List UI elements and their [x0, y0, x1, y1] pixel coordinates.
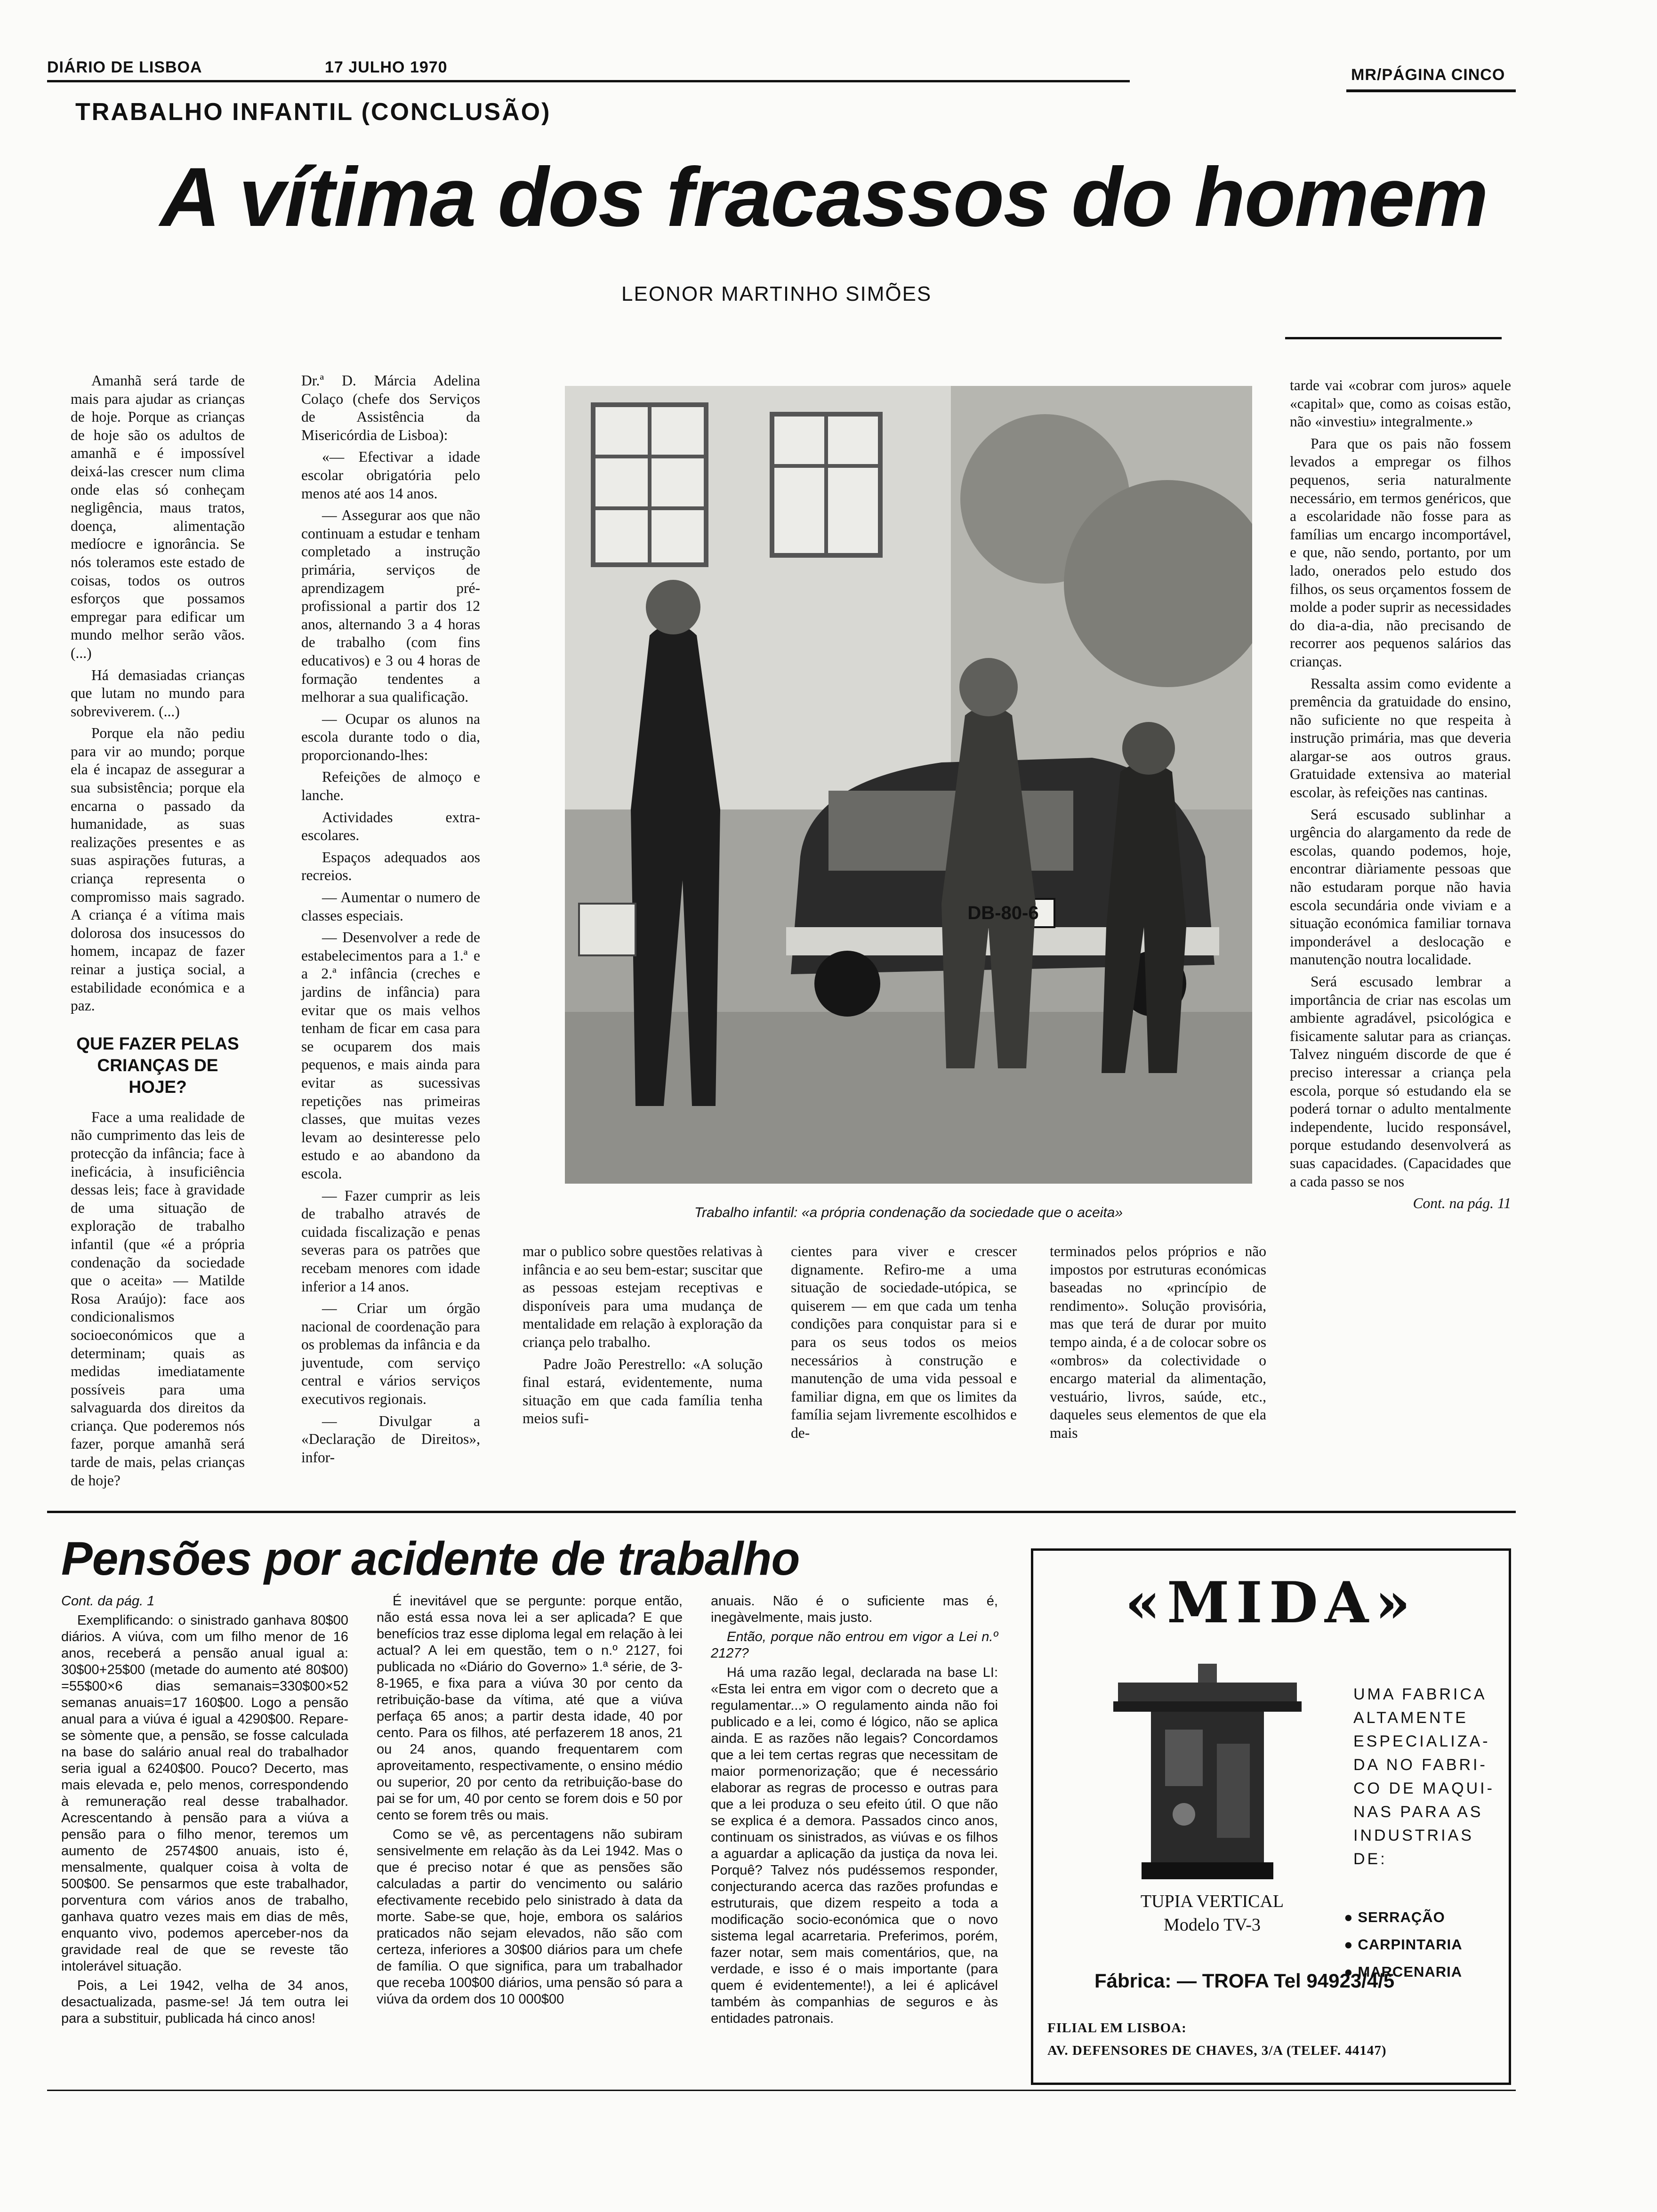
masthead-rule-right — [1346, 89, 1516, 92]
col6-paragraph: tarde vai «cobrar com juros» aquele «capital» que, como as coisas estão, não «investiu» integralmente.» — [1290, 377, 1511, 430]
ad-factory: Fábrica: — TROFA Tel 94923/4/5 — [1094, 1970, 1395, 1992]
pensions-col3-question: Então, porque não entrou em vigor a Lei n.º 2127? — [711, 1629, 998, 1661]
section-divider — [47, 1511, 1516, 1513]
ad-industry-item: ● CARPINTARIA — [1344, 1936, 1463, 1953]
article-kicker: TRABALHO INFANTIL (CONCLUSÃO) — [75, 98, 551, 126]
article-column-3 — [523, 1242, 763, 1432]
col5-paragraph: terminados pelos próprios e não impostos por estruturas económicas baseadas no «princípio de rendimento». Solução provisória, mas que terá de durar por muito tempo ainda, é a de colocar sobre os «ombros» da colectividade o encargo material da alimentação, vestuário, livros, saúde, etc., daqueles seus elementos de que ela mais — [1050, 1243, 1266, 1441]
col2-paragraph: — Divulgar a «Declaração de Direitos», infor- — [301, 1412, 480, 1466]
pensions-col3-paragraph: Há uma razão legal, declarada na base LI: «Esta lei entra em vigor com o decreto que a regulamentar...» O regulamento ainda não foi publicado e a lei, como é lógico, não se aplica ainda. E as razões não legais? Concordamos que a lei tem certas regras que necessitam de maior pormenorização; que é necessário elaborar as regras de processo e outras para que a lei produza o seu efeito útil. O que não se explica é a demora. Passados cinco anos, continuam os sinistrados, as viúvas e os filhos a aguardar a aplicação da justiça da nova lei. Porquê? Talvez nós pudéssemos responder, conjecturando acerca das razões profundas e estruturais, que dizem respeito a toda a modificação socio-económica que o novo sistema legal acarretaria. Preferimos, porém, fazer notar, sem mais comentários, que, na verdade, e isso é o mais importante (para quem é evidentemente!), a lei é aplicável também às companhias de seguros e às entidades patronais. — [711, 1665, 998, 2026]
col2-paragraph: Refeições de almoço e lanche. — [301, 769, 480, 804]
ad-side-line: ALTAMENTE — [1353, 1709, 1468, 1727]
col6-paragraph: Será escusado sublinhar a urgência do alargamento da rede de escolas, quando podemos, hoje, encontrar diàriamente pessoas que não estudaram porque não havia escola secundária onde viviam e a situação económica familiar tornava imponderável a deslocação e manutenção noutra localidade. — [1290, 806, 1511, 968]
col2-paragraph: — Aumentar o numero de classes especiais. — [301, 889, 480, 924]
pensions-col1-paragraph: Pois, a Lei 1942, velha de 34 anos, desactualizada, pasme-se! Já tem outra lei para a substituir, publicada há cinco anos! — [61, 1978, 348, 2026]
col2-paragraph: — Desenvolver a rede de estabelecimentos para a 1.ª e a 2.ª infância (creches e jardins de infância) para evitar que os mais velhos tenham de ficar em casa para se ocuparem dos mais pequenos, e mais ainda para evitar as sucessivas repetições nas primeiras classes, que muitas vezes levam ao desinteresse pelo estudo e ao abandono da escola. — [301, 929, 480, 1182]
pensions-col1-paragraph: Exemplificando: o sinistrado ganhava 80$00 diários. A viúva, com um filho menor de 16 anos, receberá a pensão anual igual a: 30$00+25$00 (metade do aumento até 80$00) =55$00×6 dias semanais=330$00×52 semanas anuais=17 160$00. Logo a pensão anual para a viúva é igual a 4290$00. Repare-se sòmente que, a pensão, se fosse calculada na base do salário anual real do trabalhador seria igual a 6240$00. Pouco? Decerto, mas mais elevada e, pelo menos, correspondendo à remuneração real desse trabalhador. Acrescentando à pensão para a viúva a pensão para o filho menor, teremos um aumento de 2574$00 anuais, isto é, mensalmente, qualquer coisa à volta de 500$00. Se pensarmos que este trabalhador, porventura com vários anos de trabalho, ganhava quatro vezes mais em dias de mês, enquanto vivo, podemos aperceber-nos da gravidade real de que se reveste tão intolerável situação. — [61, 1613, 348, 1974]
col3-paragraph: mar o publico sobre questões relativas à infância e ao seu bem-estar; suscitar que as pessoas estejam receptivas e disponíveis para uma mudança de mentalidade em relação à exploração da criança pelo trabalho. — [523, 1243, 763, 1350]
ad-side-line: DE: — [1353, 1850, 1387, 1868]
col2-paragraph: Dr.ª D. Márcia Adelina Colaço (chefe dos Serviços de Assistência da Misericórdia de Lisboa): — [301, 372, 480, 443]
paper-name: DIÁRIO DE LISBOA — [47, 58, 202, 76]
article-column-1 — [71, 372, 245, 1493]
continuation-note: Cont. na pág. 11 — [1413, 1195, 1511, 1212]
ad-model-name: Modelo TV-3 — [1164, 1915, 1261, 1935]
col2-paragraph: — Assegurar aos que não continuam a estudar e tenham completado a instrução primária, serviços de aprendizagem pré-profissional a partir dos 12 anos, alternando 3 a 4 horas de trabalho (com fins educativos) e 3 ou 4 horas de formação tendentes a melhorar a sua qualificação. — [301, 507, 480, 705]
ad-side-line: CO DE MAQUI- — [1353, 1779, 1495, 1797]
byline-rule — [1285, 337, 1502, 339]
photo-caption: Trabalho infantil: «a própria condenação da sociedade que o aceita» — [694, 1205, 1123, 1220]
ad-industry-item: ● MARCENARIA — [1344, 1964, 1463, 1980]
pensions-col2-paragraph: É inevitável que se pergunte: porque então, não está essa nova lei a ser aplicada? E que benefícios traz esse diploma legal em relação à lei actual? A lei em questão, tem o n.º 2127, foi publicada no «Diário do Governo» 1.ª série, de 3-8-1965, e fixa para a viúva 30 por cento da retribuição-base da vítima, até que a viúva perfaça 65 anos; a partir desta idade, 40 por cento. Para os filhos, até perfazerem 18 anos, 21 ou 24 anos, quando frequentarem com aproveitamento, respectivamente, o ensino médio ou superior, 20 por cento da retribuição-base do pai se for um, 40 por cento se forem dois e 50 por cento se forem três ou mais. — [377, 1594, 683, 1823]
col1-paragraph: Amanhã será tarde de mais para ajudar as crianças de hoje. Porque as crianças de hoje são os adultos de amanhã e é impossível deixá-las crescer num clima onde elas só conheçam negligência, maus tratos, doença, alimentação medíocre e ignorância. Se nós toleramos este estado de coisas, todos os outros esforços que possamos empregar para edificar um mundo melhor serão vãos. (...) — [71, 372, 245, 661]
article-byline: LEONOR MARTINHO SIMÕES — [621, 282, 932, 305]
pensions-headline: Pensões por acidente de trabalho — [61, 1532, 800, 1585]
masthead-rule-left — [47, 80, 1130, 82]
ad-industry-item: ● SERRAÇÃO — [1344, 1909, 1445, 1925]
article-subheading: QUE FAZER PELAS CRIANÇAS DE HOJE? — [76, 1034, 239, 1097]
col1-paragraph: Face a uma realidade de não cumprimento das leis de protecção da infância; face à ineficácia, à insuficiência dessas leis; face à gravidade de uma situação de exploração de trabalho infantil (que «é a própria condenação da sociedade que o aceita» — Matilde Rosa Araújo): face aos condicionalismos socioeconómicos que a determinam; quais as medidas imediatamente possíveis para uma salvaguarda dos direitos da criança. Que poderemos nós fazer, porque amanhã será tarde de mais, pelas crianças de hoje? — [71, 1108, 245, 1489]
pensions-col3-paragraph: anuais. Não é o suficiente mas é, inegàvelmente, mais justo. — [711, 1594, 998, 1625]
col2-paragraph: «— Efectivar a idade escolar obrigatória pelo menos até aos 14 anos. — [301, 449, 480, 502]
mida-advertisement — [1031, 1548, 1511, 2085]
col6-paragraph: Será escusado lembrar a importância de criar nas escolas um ambiente agradável, psicológica e fisicamente salutar para as crianças. Talvez ninguém discorde de que é preciso interessar a criança pela escola, porque só estudando ela se poderá tornar o adulto mentalmente independente, lucido responsável, porque estudando desenvolverá as suas capacidades. (Capacidades que a cada passo se nos — [1290, 973, 1511, 1190]
col2-paragraph: Actividades extra-escolares. — [301, 809, 480, 844]
pensions-col2-paragraph: Como se vê, as percentagens não subiram sensivelmente em relação às da Lei 1942. Mas o que é preciso notar é que as pensões são calculadas a partir do vencimento ou salário efectivamente recebido pelo sinistrado à data da morte. Sabe-se que, hoje, embora os salários praticados não sejam elevados, não são com certeza, inferiores a 30$00 diários para um chefe de família. O que significa, para um trabalhador que receba 100$00 diários, uma pensão só para a viúva da ordem dos 10 000$00 — [377, 1827, 683, 2007]
ad-side-line: DA NO FABRI- — [1353, 1756, 1488, 1774]
ad-side-line: ESPECIALIZA- — [1353, 1732, 1490, 1750]
page-section: MR/PÁGINA CINCO — [1351, 66, 1505, 84]
bottom-rule — [47, 2090, 1516, 2091]
tupia-machine-illustration — [1113, 1664, 1311, 1885]
pensions-cont-from: Cont. da pág. 1 — [61, 1594, 155, 1609]
article-column-4 — [791, 1242, 1017, 1446]
photo-illustration — [565, 386, 1252, 1184]
ad-branch — [1047, 2017, 1499, 2062]
issue-date: 17 JULHO 1970 — [325, 58, 448, 76]
col3-paragraph: Padre João Perestrello: «A solução final estará, evidentemente, numa situação em que cada família tenha meios sufi- — [523, 1355, 763, 1427]
col6-paragraph: Ressalta assim como evidente a premência da gratuidade do ensino, não suficiente no que respeita à instrução primária, mas que deveria alargar-se aos outros graus. Gratuidade extensiva ao material escolar, às refeições nas cantinas. — [1290, 675, 1511, 801]
ad-side-text — [1353, 1683, 1495, 1871]
ad-side-line: UMA FABRICA — [1353, 1685, 1487, 1703]
col1-paragraph: Porque ela não pediu para vir ao mundo; porque ela é incapaz de assegurar a sua subsistência; porque ela encarna o passado da humanidade, as suas realizações presentes e as suas aspirações futuras, a criança representa o compromisso mais sagrado. A criança é a vítima mais dolorosa dos insucessos do homem, incapaz de fazer reinar a justiça social, a estabilidade económica e a paz. — [71, 725, 245, 1014]
pensions-column-1 — [61, 1593, 348, 2030]
col2-paragraph: — Fazer cumprir as leis de trabalho através de cuidada fiscalização e penas severas para os patrões que recebam menores com idade inferior a 14 anos. — [301, 1187, 480, 1295]
ad-model-block — [1104, 1890, 1320, 1937]
ad-branch-title: FILIAL EM LISBOA: — [1047, 2020, 1187, 2036]
license-plate: DB-80-6 — [967, 903, 1039, 923]
col2-paragraph: — Criar um órgão nacional de coordenação para os problemas da infância e da juventude, com serviço central e vários serviços executivos regionais. — [301, 1300, 480, 1408]
article-column-2 — [301, 372, 480, 1470]
ad-branch-address: AV. DEFENSORES DE CHAVES, 3/A (TELEF. 44147) — [1047, 2043, 1387, 2058]
ad-brand-name: «MIDA» — [1125, 1570, 1417, 1636]
col4-paragraph: cientes para viver e crescer dignamente. Refiro-me a uma situação de sociedade-utópica, se quiserem — em que cada um tenha condições para conquistar para si e para os seus todos os meios necessários à construção e manutenção de uma vida pessoal e familiar digna, em que os limites da família sejam livremente escolhidos e de- — [791, 1243, 1017, 1441]
col2-paragraph: Espaços adequados aos recreios. — [301, 849, 480, 884]
ad-side-line: INDUSTRIAS — [1353, 1827, 1474, 1844]
article-column-6 — [1290, 377, 1511, 1217]
article-column-5 — [1050, 1242, 1266, 1446]
pensions-column-3 — [711, 1593, 998, 2030]
pensions-column-2 — [377, 1593, 683, 2011]
article-photo — [565, 386, 1252, 1184]
ad-model-title: TUPIA VERTICAL — [1140, 1891, 1284, 1911]
ad-side-line: NAS PARA AS — [1353, 1803, 1483, 1821]
article-headline: A vítima dos fracassos do homem — [160, 150, 1488, 244]
col1-paragraph: Há demasiadas crianças que lutam no mundo para sobreviverem. (...) — [71, 666, 245, 720]
col2-paragraph: — Ocupar os alunos na escola durante todo o dia, proporcionando-lhes: — [301, 710, 480, 763]
col6-paragraph: Para que os pais não fossem levados a empregar os filhos pequenos, seria naturalmente necessário, em termos genéricos, que a escolaridade não fosse para as famílias um encargo incomportável, e que, não sendo, portanto, por um lado, onerados pelo estudo dos filhos, os seus orçamentos fossem de molde a poder suprir as necessidades do dia-a-dia, não precisando de recorrer aos pequenos salários das crianças. — [1290, 435, 1511, 670]
